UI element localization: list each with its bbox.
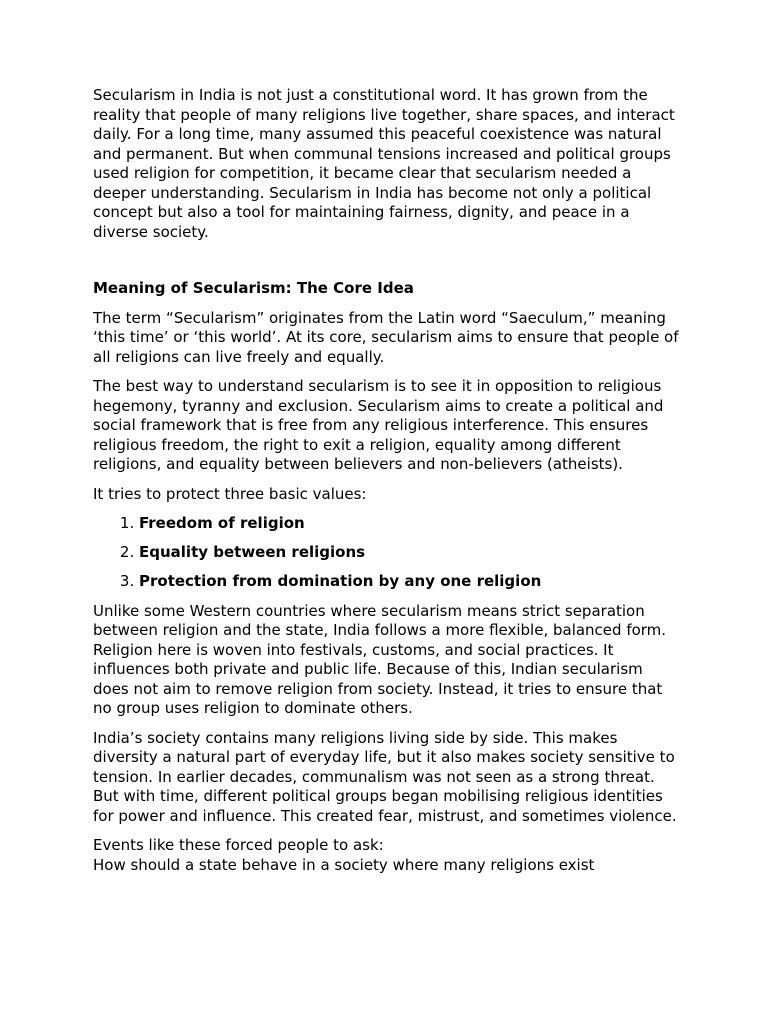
values-intro-paragraph: It tries to protect three basic values: (93, 484, 367, 503)
best-way-paragraph: The best way to understand secularism is to see it in opposition to religious hegemony, tyranny and exclusion. Secularism aims to create a political and social framework that is free from any religious interference. This ensures religious freedom, the right to exit a religion, equality among different religions, and equality between believers and non-believers (atheists). (93, 377, 664, 473)
list-item: 3. Protection from domination by any one religion (139, 572, 683, 592)
document-page (93, 86, 683, 885)
intro-paragraph: Secularism in India is not just a constitutional word. It has grown from the reality that people of many religions live together, share spaces, and interact daily. For a long time, many assumed this peaceful coexistence was natural and permanent. But when communal tensions increased and political groups used religion for competition, it became clear that secularism needed a deeper understanding. Secularism in India has become not only a political concept but also a tool for maintaining fairness, dignity, and peace in a diverse society. (93, 86, 675, 241)
western-paragraph: Unlike some Western countries where secularism means strict separation between religion and the state, India follows a more flexible, balanced form. Religion here is woven into festivals, customs, and social practices. It influences both private and public life. Because of this, Indian secularism does not aim to remove religion from society. Instead, it tries to ensure that no group uses religion to dominate others. (93, 601, 667, 717)
section-heading: Meaning of Secularism: The Core Idea (93, 279, 414, 297)
list-item: 2. Equality between religions (139, 543, 683, 563)
values-list (93, 514, 683, 592)
list-item: 1. Freedom of religion (139, 514, 683, 534)
term-paragraph: The term “Secularism” originates from the Latin word “Saeculum,” meaning ‘this time’ or ‘this world’. At its core, secularism aims to ensure that people of all religions can live freely and equally. (93, 308, 679, 366)
society-paragraph: India’s society contains many religions living side by side. This makes diversity a natural part of everyday life, but it also makes society sensitive to tension. In earlier decades, communalism was not seen as a strong threat. But with time, different political groups began mobilising religious identities for power and influence. This created fear, mistrust, and sometimes violence. (93, 728, 677, 825)
events-line-2: How should a state behave in a society where many religions exist (93, 855, 595, 874)
events-line-1: Events like these forced people to ask: (93, 836, 384, 854)
events-paragraph (93, 836, 683, 875)
